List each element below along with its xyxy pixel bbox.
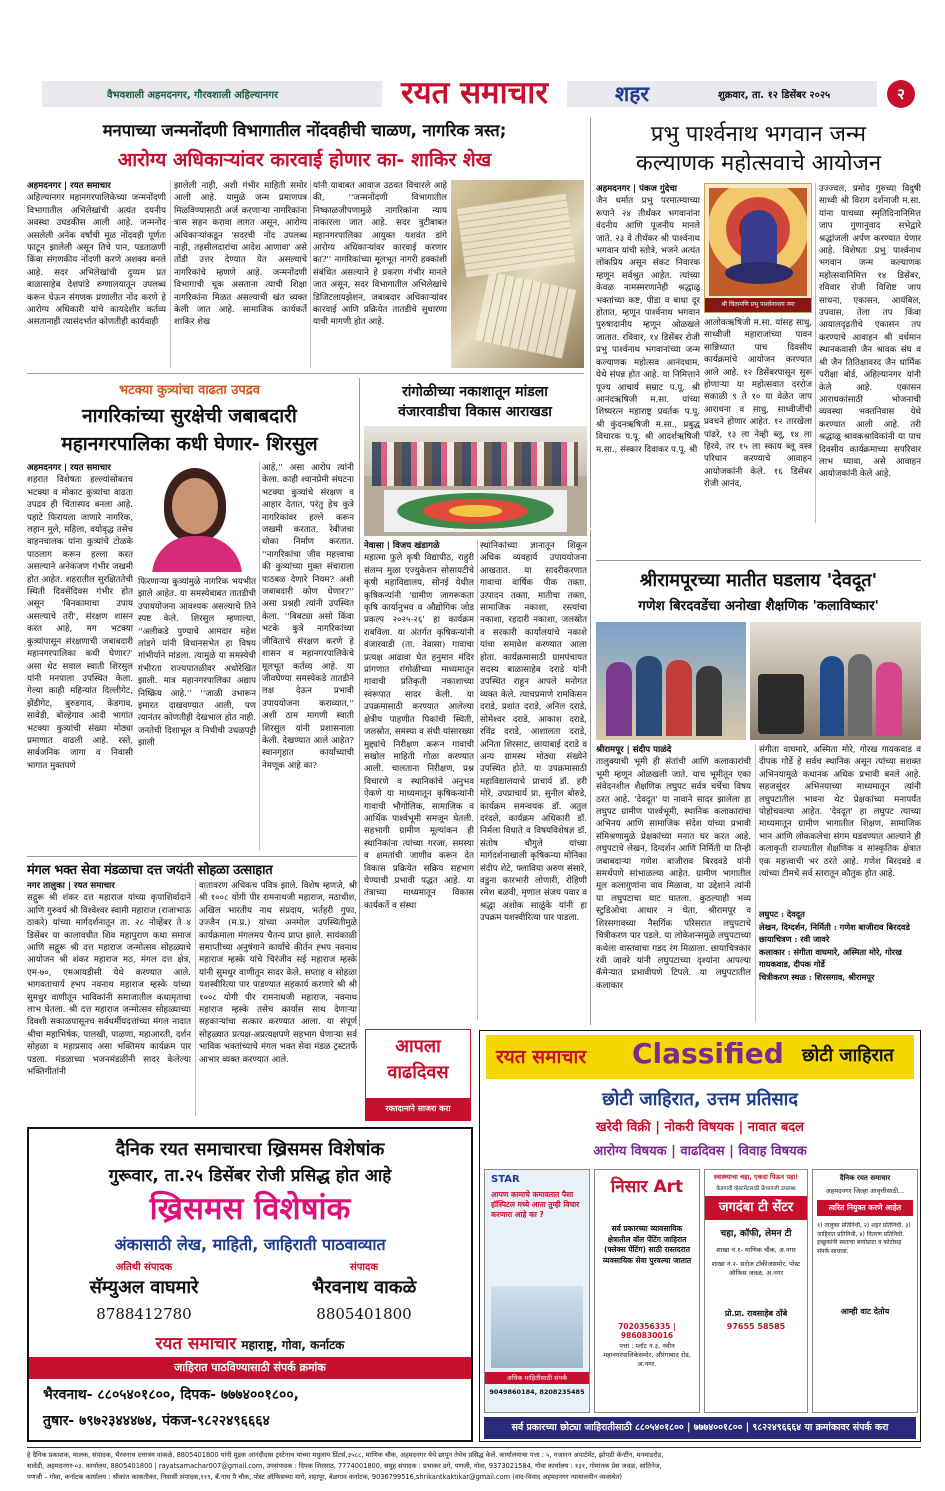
story2-col1 [596, 183, 700, 523]
xmas-title: ख्रिसमस विशेषांक [149, 1191, 351, 1227]
story2-headline2: कल्याणक महोत्सवाचे आयोजन [635, 151, 882, 176]
rangoli-group-photo [364, 426, 587, 536]
story3-col1 [27, 462, 133, 852]
xmas-brand-states: महाराष्ट्र, गोवा, कर्नाटक [241, 1338, 345, 1352]
category-buy-sell: खरेदी विक्री [595, 1120, 651, 1135]
ad4-tag: त्वरित नियुक्त करणे आहेत [817, 1200, 913, 1216]
story6-headline: मंगल भक्त सेवा मंडळाचा दत्त जयंती सोहळा उत्साहात [27, 863, 273, 878]
story6-col1 [27, 880, 191, 1118]
ad-recruitment [812, 1169, 918, 1413]
devdoot-cast-photo-1 [596, 622, 746, 740]
credit-line: चित्रीकरण स्थळ : शिरसगाव, श्रीरामपूर [759, 971, 875, 982]
story3-col3: आहे,'' असा आरोप त्यांनी केला. काही श्वानप्रेमी संघटना भटक्या कुत्र्यांचे संरक्षण व आहार देतात, परंतु हेच कुत्रे नागरिकांवर हल्ले करून जखमी करतात, रेबीजचा धोका निर्माण करतात. ''नागरिकांचा जीव महत्त्वाचा की कुत्र्यांच्या मुक्त संचाराला पाठबळ देणारे नियम? अशी जबाबदारी कोण घेणार?'' असा प्रश्नही त्यांनी उपस्थित केला. ''बिबट्या असो किंवा भटके कुत्रे नागरिकांच्या जीविताचे संरक्षण करणे हे शासन व महानगरपालिकेचे मूलभूत कर्तव्य आहे. या जीवघेण्या समस्येकडे तातडीने लक्ष देऊन प्रभावी उपाययोजना कराव्यात,'' अशी ठाम मागणी स्वाती शिरसुल यांनी प्रशासनाला केली. देखण्यात आले आहेत? स्वानगृहात कार्यांच्याची नेमणूक आहे का? [262, 463, 354, 771]
story4-headline1: रांगोळीच्या नकाशातून मांडला [402, 384, 548, 400]
page-number-badge [887, 80, 915, 108]
story2-col2: आलोकऋषिजी म.सा. यांसह साधु, साध्वीजी महाराजांच्या पावन सान्निध्यात पाच दिवसीय कार्यक्रमांचे आयोजन करण्यात आले आहे. १२ डिसेंबरपासून सुरू होणाऱ्या या महोत्सवात दररोज सकाळी ९ ते १० या वेळेत जाप आराधना व साधु, साध्वीजींची प्रवचने होणार आहेत. १२ तारखेला पांढरे, १३ ला नेव्ही ब्लू, १४ ला हिरवे, तर १५ ला स्काय ब्लू वस्त्र परिधान करण्याचे आवाहन आयोजकांनी केले. १६ डिसेंबर रोजी आनंद, [704, 318, 812, 490]
xmas-guest-label: अतिथी संपादक [115, 1262, 173, 1273]
ad-jagdamba-tea [704, 1169, 808, 1413]
xmas-guest-name: सॅम्युअल वाघमारे [89, 1277, 199, 1298]
ad4-body: १) तालुका प्रतिनिधी, २) शहर प्रतिनिधी, ३) जाहिरात प्रतिनिधी, ४) वितरण प्रतिनिधी. इच्छुकांनी स्वतःचा बायोडाटा व फोटोसह संपर्क साधावा. [817, 1222, 911, 1255]
classified-header [486, 1035, 914, 1079]
story4-col2: स्थानिकांच्या ज्ञानातून शिकून अधिक व्यवहार्य उपाययोजना आखतात. या सादरीकरणात गावाचा वार्षिक पीक तक्ता, उत्पादन तक्ता, मातीचा तक्ता, सामाजिक नकाशा, रस्त्यांचा नकाशा, रहदारी नकाशा, जलस्रोत व सरकारी कार्यालयांचे नकाशे यांचा समावेश करण्यात आला होता. कार्यक्रमासाठी ग्रामपंचायत सदस्य बाळासाहेब दराडे यांनी उपस्थित राहून आपले मनोगत व्यक्त केले. त्याचप्रमाणे रामकिसन दराडे, प्रशांत दराडे, अनिल दराडे, सोमेश्वर दराडे, आकाश दराडे, रविंद्र दराडे, आशालता दराडे, अनिता शिरसाट, छायाबाई दराडे व अन्य ग्रामस्थ मोठ्या संख्येने उपस्थित होते. या उपक्रमासाठी महाविद्यालयाचे प्राचार्य डॉ. हरी मोरे, उपप्राचार्य प्रा. सुनील बोरुडे, कार्यक्रम समन्वयक डॉ. अतुल दरंदले, कार्यक्रम अधिकारी डॉ. निर्मला विधाते व विषयविशेषज्ञ डॉ. संतोष चौगुले यांच्या मार्गदर्शनाखाली कृषिकन्या मोनिका संदीप शेटे, फ्लाविया अरुण संसारे, वडुना कारभारी लोणारी, रोहिणी रमेश बळवी, मृणाल संजय पवार व श्रद्धा अशोक साळुंके यांनी हा उपक्रम यशस्वीरित्या पार पाडला. [480, 541, 587, 924]
xmas-brand: रयत समाचार [155, 1334, 237, 1354]
header-bar [42, 73, 920, 115]
xmas-editor-phone: 8805401800 [316, 1305, 412, 1323]
story3-headline1: नागरिकांच्या सुरक्षेची जबाबदारी [82, 405, 297, 427]
idol-caption: श्री चिंतामणि प्रभु पार्श्वनाथाय नमः [705, 298, 811, 312]
ad4-line1: दैनिक रयत समाचार [839, 1174, 891, 1182]
ad4-line2: अहमदनगर जिल्हा आवृत्तीसाठी... [825, 1187, 905, 1195]
ad3-addr2: शाखा नं.२- सरोज टॉकीजसमोर, पोस्ट ऑफिस जवळ, अ.नगर [711, 1260, 801, 1277]
story5-credits [759, 908, 921, 983]
ad1-foot: अधिक माहितीसाठी संपर्क [485, 1372, 589, 1384]
ad3-sub: केडगावी व्हेस्टमेंटसाठी फ्रेंचायजी उपलब्ध [716, 1186, 796, 1192]
ad3-top: स्वास्थ्याचा चहा, एकदा पिऊन पहा! [713, 1173, 799, 1181]
ad3-phone: 97655 58585 [726, 1322, 786, 1331]
birthday-line2: वाढदिवस [387, 1062, 449, 1083]
category-health: आरोग्य विषयक [593, 1144, 667, 1159]
credit-line: लघुपट : देवदूत [759, 909, 805, 919]
ad2-text: सर्व प्रकारच्या व्यावसायिक क्षेत्रातील वॉल पेंटिंग जाहिरात (फ्लेक्स पेंटिंग) साठी रास्तदरात व्यवसायिक सेवा पुरवल्या जातात [602, 1224, 692, 1265]
story1-col2: झालेली नाही, अशी गंभीर माहिती समोर आली आहे. यामुळे जन्म प्रमाणपत्र मिळविण्यासाठी अर्ज करणाऱ्या नागरिकांना त्रास सहन करावा लागत असून, आरोग्य अधिकाऱ्यांकडून 'सदरची नोंद उपलब्ध नाही, तहसीलदारांचा आदेश आणावा' असे तोंडी उत्तर देण्यात येत असल्याचे नागरिकांचे म्हणणे आहे. जन्मनोंदणी विभागाची चूक असताना त्याची शिक्षा नागरिकांना मिळत असल्याची खंत व्यक्त केली जात आहे. सामाजिक कार्यकर्ते शाकिर शेख [174, 181, 307, 328]
story2-col1-text: जैन धर्मात प्रभु परमात्म्याच्या रूपाने २४ तीर्थंकर भगवानांना वंदनीय आणि पूजनीय मानले जाते. २३ वे तीर्थंकर श्री पार्श्वनाथ भगवान यांची स्तोत्रे, भजने अत्यंत लोकप्रिय असून संकट निवारक म्हणून सर्वश्रुत आहेत. त्यांच्या केवळ नामस्मरणानेही श्रद्धाळू भक्तांच्या कष्ट, पीडा व बाधा दूर होतात, म्हणून पार्श्वनाथ भगवान पुरुषादानीय म्हणून ओळखले जातात. रविवार, १४ डिसेंबर रोजी प्रभु पार्श्वनाथ भगवानांच्या जन्म कल्याणक महोत्सव आनंदधाम, येथे संपन्न होत आहे. या निमित्ताने पूज्य आचार्य सम्राट प.पू. श्री आनंदऋषिजी म.सा. यांच्या शिष्यरत्न महाराष्ट्र प्रवर्तक प.पू. श्री कुंदनऋषिजी म.सा., प्रबुद्ध विचारक प.पू. श्री आदर्शऋषिजी म.सा., संस्कार दिवाकर प.पू. श्री [596, 196, 700, 455]
category-birthday: वाढदिवस [680, 1144, 725, 1159]
category-marriage: विवाह विषयक [738, 1144, 807, 1159]
story5-headline2: गणेश बिरदवडेंचा अनोखा शैक्षणिक 'कलाविष्कार' [638, 598, 879, 614]
classified-section: रयत समाचार Classified छोटी जाहिरात छोटी जाहिरात, उत्तम प्रतिसाद खरेदी विक्री | नोकरी विषयक | नावात बदल आरोग्य विषयक | वाढदिवस | विवाह विषयक STAR आपण कामाचे कमावतात पैसा हॉस्पिटल मध्ये आता तुम्ही विचार करणारा आहे का ? अधिक माहितीसाठी संपर्क 9049860184, 8208235485 निसार Art सर्व प्रकारच्या व्यावसायिक क्षेत्रातील वॉल पेंटिंग जाहिरात (फ्लेक्स पेंटिंग) साठी रास्तदरात व्यवसायिक सेवा पुरवल्या जातात 7020356335 | 9860830016 पत्ता : प्लॉट नं.३, नवीन महानगरपालिकेसमोर, औरंगाबाद रोड, अ.नगर. स्वास्थ्याचा चहा, एकदा पिऊन पहा! केडगावी व्हेस्टमेंटसाठी फ्रेंचायजी उपलब्ध जगदंबा टी सेंटर चहा, कॉफी, लेमन टी शाखा नं.१- माणिक चौक, अ.नगर शाखा नं.२- सरोज टॉकीजसमोर, पोस्ट ऑफिस जवळ, अ.नगर प्रो.प्रा. रावसाहेब ठोंबे 97655 58585 दैनिक रयत समाचार अहमदनगर जिल्हा आवृत्तीसाठी... त्वरित नियुक्त करणे आहेत १) तालुका प्रतिनिधी, २) शहर प्रतिनिधी, ३) जाहिरात प्रतिनिधी, ४) वितरण प्रतिनिधी. इच्छुकांनी स्वतःचा बायोडाटा व फोटोसह संपर्क साधावा. आम्ही वाट देतोय सर्व प्रकारच्या छोट्या जाहिरातीसाठी ८८०५४०१८०० | ७७७४००१८०० | ९८२२४९६६६४ या क्रमांकावर संपर्क करा [479, 1030, 921, 1442]
story1-col1-text: अहिल्यानगर महानगरपालिकेच्या जन्मनोंदणी विभागातील अभिलेखांची अत्यंत दयनीय अवस्था उघडकीस आली आहे. जन्मनोंद असलेली अनेक वर्षांची मूळ नोंदवही पूर्णतः फाटून झालेली असून तिचे पान, पडताळणी किंवा संगणकीय नोंदणी करणे अशक्य बनले आहे. सदर अभिलेखांची दुय्यम प्रत बाळासाहेब देशपांडे रुग्णालयातून उपलब्ध करून घेऊन संगणक प्रणालीत नोंद करणे हे आरोग्य अधिकारी यांचे कायदेशीर कर्तव्य असतानाही त्यासंदर्भात कोणतीही कार्यवाही [27, 193, 166, 328]
ad3-addr1: शाखा नं.१- माणिक चौक, अ.नगर [716, 1246, 796, 1254]
masthead: रयत समाचार [400, 75, 549, 111]
ad-star-hospital [484, 1169, 590, 1413]
classified-title: Classified [632, 1037, 784, 1070]
story6-col2: वातावरण अधिकच पवित्र झाले. विशेष म्हणजे, श्री श्री १००८ योगी पीर रामनाथजी महाराज, मठाधीश, अखिल भारतीय नाथ संप्रदाय, भर्तहरी गुफा, उज्जैन (म.प्र.) यांच्या अनमोल उपस्थितीमुळे कार्यक्रमाला मंगलमय चैतन्य प्राप्त झाले. सायंकाळी समाप्तीच्या अनुषंगाने कार्यांचे कीर्तन ह्भप नवनाथ महाराज म्हस्के यांचे चिरंजीव सई महाराज म्हस्के यांनी सुमधुर वाणीतून सादर केले. सप्ताह व सोहळा यशस्वीरित्या पार पाडण्यात सहकार्य करणारे श्री श्री १००८ योगी पीर रामनाथजी महाराज, नवनाथ महाराज म्हस्के तसेच कार्यास साथ देणाऱ्या सहकाऱ्यांचा सत्कार करण्यात आला. या संपूर्ण सोहळ्यात प्रत्यक्ष-अप्रत्यक्षपणे सहभाग घेणाऱ्या सर्व भाविक भक्तांच्याचे मंगल भक्त सेवा मंडळ ट्रस्टतर्फे आभार व्यक्त करण्यात आले. [199, 881, 357, 1065]
story4-headline2: वंजारवाडीचा विकास आराखडा [398, 404, 552, 420]
classified-title2: छोटी जाहिरात [802, 1045, 894, 1066]
story6-col1-text: सद्गुरू श्री शंकर दत्त महाराज यांच्या कृपाशिर्वादाने आणि गुरुवर्य श्री विश्वेश्वर स्वामी महाराज (राजाभाऊ ठाकरे) यांच्या मार्गदर्शनातून ता. २८ नोव्हेंबर ते ४ डिसेंबर या कालावधीत शिव महापुराण कथा समाज आणि सद्गुरू श्री दत्त महाराज जन्मोत्सव सोहळ्याचे आयोजन श्री शंकर महाराज मठ, मंगल दत्त क्षेत्र, एम-७०, एमआयडीसी येथे करण्यात आले. भागवताचार्य ह्भप नवनाथ महाराज म्हस्के यांच्या सुमधुर वाणीतून भाविकांनी समाजातील कथामृताचा लाभ घेतला. श्री दत्त महाराज जन्मोत्सव सोहळ्याच्या दिवशी सकाळपासूनच सर्वधर्मीयदत्तांच्या मंगल नादात श्रीचा महाभिषेक, पालखी, पाळणा, महाआरती, दर्शन सोहळा व महाप्रसाद असा भक्तिमय कार्यक्रम पार पडला. मंडळाच्या भजनमंडळींनी सादर केलेल्या भक्तिगीतांनी [27, 893, 191, 1078]
xmas-line1: दैनिक रयत समाचारचा ख्रिसमस विशेषांक [115, 1139, 385, 1160]
page-number: २ [897, 85, 905, 103]
devdoot-cast-photo-2 [750, 622, 921, 740]
story2-headline1: प्रभु पार्श्वनाथ भगवान जन्म [650, 122, 867, 147]
story5-byline: श्रीरामपूर | संदीप पाळंदे [596, 745, 672, 755]
story5-col1-text: तालुक्याची भूमी ही संतांची आणि कलाकारांची भूमी म्हणून ओळखली जाते. याच भूमीतून एका संवेदनशील शैक्षणिक लघुपट सर्वत्र चर्चेचा विषय ठरत आहे. 'देवदूत' या नावाने सादर झालेला हा लघुपट ग्रामीण पार्श्वभूमी, स्थानिक कलाकारांचा अभिनय आणि सामाजिक संदेश यांच्या प्रभावी संमिश्रणामुळे प्रेक्षकांच्या मनात घर करत आहे. लघुपटाचे लेखन, दिग्दर्शन आणि निर्मिती या तिन्ही जबाबदाऱ्या गणेश बाजीराव बिरदवडे यांनी समर्थपणे सांभाळल्या आहेत. ग्रामीण भागातील मूल कलागुणांना वाव मिळावा, या उद्देशाने त्यांनी या लघुपटाचा घाट घातला. कुठल्याही भव्य स्टुडिओचा आधार न घेता, श्रीरामपूर व शिरसगावच्या नैसर्गिक परिसरात लघुपटाचे चित्रीकरण पार पडले. या लोकेशन्समुळे लघुपटाच्या कथेला वास्तवाचा गडद रंग मिळाला. छायाचित्रकार रवी जावरे यांनी लघुपटाच्या दृश्यांना आपल्या कॅमेऱ्यात प्रभावीपणे टिपले. या लघुपटातील कलाकार [596, 757, 751, 991]
xmas-subtitle: अंकासाठी लेख, माहिती, जाहिराती पाठवाव्यात [114, 1235, 386, 1254]
ad2-brand: निसार Art [610, 1177, 684, 1197]
story6-byline: नगर तालुका | रयत समाचार [27, 881, 115, 891]
story2-col3: उज्ज्वल, प्रमोद गुरुच्या विदुषी साध्वी श्री विराग दर्शनाजी म.सा. यांना पाचव्या स्मृतिदिनानिमित्त जाप गुणानुवाद सभेद्वारे श्रद्धांजली अर्पण करण्यात येणार आहे. विशेषतः प्रभु पार्श्वनाथ भगवान जन्म कल्याणक महोत्सवानिमित्त १४ डिसेंबर, रविवार रोजी विशिष्ट जाप साधना, एकासन, आयंबिल, उपवास, तेला तप किंवा आयालदृढ़तीचे एकासन तप करण्याचे आवाहन श्री वर्धमान स्थानकवासी जैन श्रावक संघ व श्री जैन तितिक्षावरद जैन धार्मिक परीक्षा बोर्ड, अहिल्यानगर यांनी केले आहे. एकासन आराधकांसाठी भोजनाची व्यवस्था भक्तनिवास येथे करण्यात आली आहे. तरी श्रद्धाळू श्रावकश्राविकांनी या पाच दिवसीय कार्यक्रमाच्या सपरिवार लाभ घ्यावा, असे आवाहन आयोजकांनी केले आहे. [819, 184, 921, 480]
parshwanath-idol-image [704, 183, 812, 313]
classified-bottom-bar: सर्व प्रकारच्या छोट्या जाहिरातीसाठी ८८०५४०१८०० | ७७७४००१८०० | ९८२२४९६६६४ या क्रमांकावर संपर्क करा [484, 1417, 916, 1439]
ad-nisar-art [594, 1169, 700, 1413]
imprint-line1: हे दैनिक प्रकाशक, मालक, संपादक, भैरवनाथ दत्तात्रय वाकळे, 8805401800 यांनी मुद्रक आनंदीदास ट्रस्टेनाथ यांच्या मधुलाय प्रिंटर्स,३५८८, माणिक चौक, अहमदनगर येथे छापून तेथेच प्रसिद्ध केले. कार्यालयाचा पत्ता : ५, गजानन अपार्टमेंट, झोपडी कॅन्टीन, मनमाडरोड, [27, 1451, 664, 1459]
xmas-guest-phone: 8788412780 [96, 1305, 192, 1323]
story3-col1-text: शहरात विशेषतः हल्ल्यांसोबतच भटक्या व मोकाट कुत्र्यांचा वाढता उपद्रव ही चिंतास्पद बनला आहे. पहाटे फिरायला जाणारे नागरिक, लहान मुले, महिला, वयोवृद्ध तसेच वाहनचालक यांना कुत्र्यांचे टोळके पाठलाग करून हल्ला करत असल्याने अनेकजण गंभीर जखमी होत आहेत. शहरातील सुरक्षिततेची स्थिती दिवसेंदिवस गंभीर होत असून 'बिनकामाचा उपाय असल्याचे तरी', संरक्षण शासन करत आहे, मग भटक्या कुत्र्यांपासून संरक्षणाची जबाबदारी महानगरपालिका कधी घेणार?' असा थेट सवाल स्वाती शिरसुल यांनी मनपाला उपस्थित केला. गेल्या काही महिन्यांत दिल्लीगेट, झेंडीगेट, बुरुडगाव, केडगाव, सावेडी, बोल्हेगाव आदी भागांत भटक्या कुत्र्यांची संख्या मोठ्या प्रमाणात वाढली आहे. रस्ते, सार्वजनिक जागा व निवासी भागात मुक्तपणे [27, 475, 133, 771]
ad2-address: पत्ता : प्लॉट नं.३, नवीन महानगरपालिकेसमोर, औरंगाबाद रोड, अ.नगर. [603, 1342, 691, 1368]
xmas-editor-label: संपादक [349, 1262, 379, 1273]
category-jobs: नोकरी विषयक [664, 1120, 734, 1135]
birthday-box [365, 1029, 471, 1121]
story1-headline1: मनपाच्या जन्मनोंदणी विभागातील नोंदवहीची चाळण, नागरिक त्रस्त; [102, 121, 507, 140]
story5-col1 [596, 744, 751, 1024]
section-title: शहर [615, 82, 650, 106]
ad1-text: आपण कामाचे कमावतात पैसा हॉस्पिटल मध्ये आता तुम्ही विचार करणारा आहे का ? [491, 1190, 580, 1219]
ad3-title: जगदंबा टी सेंटर [705, 1196, 807, 1220]
xmas-contacts1: भैरवनाथ- ८८०५४०१८००, दिपक- ७७७४००१८००, [43, 1387, 299, 1403]
classified-brand: रयत समाचार [496, 1046, 587, 1068]
credit-line: लेखन, दिग्दर्शन, निर्मिती : गणेश बाजीराव बिरदवडे [759, 921, 910, 932]
ad2-phone: 7020356335 | 9860830016 [618, 1322, 676, 1340]
xmas-contacts2: तुषार- ७९७२३४४४७४, पंकज-९८२२४९६६६४ [43, 1413, 270, 1429]
imprint-line3: पणजी – गोवा, कर्नाटक कार्यालय : श्रीकांत काकतीकर, निवासी संपादक,११९, बँ.नाथ पै चौक, पोस्ट ऑफिसच्या मागे, शहापूर, बेळगाव कर्नाटक, 9036799516,shrikantkaktikar@gmail.com (वाद-विवाद अहमदनगर न्यायालयीन व्यवस्थेत) [27, 1473, 623, 1481]
story4-byline: नेवासा | विजय खंडागळे [364, 541, 440, 551]
category-name-change: नावात बदल [747, 1120, 804, 1135]
swati-shirsul-portrait [138, 462, 256, 572]
story5-headline1: श्रीरामपूरच्या मातीत घडलाय 'देवदूत' [639, 570, 878, 591]
xmas-line2: गुरूवार, ता.२५ डिसेंबर रोजी प्रसिद्ध होत आहे [108, 1166, 392, 1186]
story1-col3: यांनी याबाबत आवाज उठवत विचारले आहे की, ''जन्मनोंदणी विभागातील निष्काळजीपणामुळे नागरिकांना न्याय नाकारला जात आहे. सदर त्रुटीबाबत महानगरपालिका आयुक्त यशवंत डांगे आरोग्य अधिकाऱ्यांवर कारवाई करणार का?'' नागरिकांच्या मूलभूत नागरी हक्कांशी संबंधित असल्याने हे प्रकरण गंभीर मानले जात असून, सदर विभागातील अभिलेखांचे डिजिटलायझेशन, जबाबदार अधिकाऱ्यांवर कारवाई आणि प्रक्रियेत तातडीचे सुधारणा याची मागणी होत आहे. [313, 181, 447, 328]
story1-headline2: आरोग्य अधिकाऱ्यांवर कारवाई होणार का- शाकिर शेख [117, 149, 492, 171]
ad1-brand: STAR [491, 1174, 520, 1185]
story3-col2: फिरणाऱ्या कुत्र्यांमुळे नागरिक भयभीत झाले आहेत. या समस्येबाबत तातडीची उपाययोजना आवश्यक असल्याचे तिने स्पष्ट केले. शिरसुल म्हणाल्या, ''अलीकडे पुण्याचे आमदार महेश लांडगे यांनी विधानसभेत हा विषय गांभीर्याने मांडला. त्यामुळे या समस्येची गंभीरता राज्यपातळीवर अधोरेखित झाली. मात्र महानगरपालिका अद्याप निष्क्रिय आहे.'' ''जाळी उभारून इमारत दाखवण्यात आली, पण त्यानंतर कोणतीही देखभाल होत नाही. जनतेची दिशाभूल व निधीची उधळपट्टी झाली [138, 577, 256, 749]
header-tagline: वैभवशाली अहमदनगर, गौरवशाली अहिल्यानगर [107, 90, 279, 101]
birthday-line3: रक्तदानाने साजरा करा [366, 1098, 470, 1120]
story3-kicker: भटक्या कुत्र्यांचा वाढता उपद्रव [119, 383, 260, 398]
story1-col1 [27, 180, 166, 370]
issue-date: शुक्रवार, ता. १२ डिसेंबर २०२५ [718, 90, 831, 101]
birthday-line1: आपला [395, 1036, 441, 1057]
credit-line: छायाचित्रण : रवी जावरे [759, 934, 830, 944]
classified-banner: छोटी जाहिरात, उत्तम प्रतिसाद [602, 1089, 798, 1110]
story2-byline: अहमदनगर | पंकज गुंदेचा [596, 184, 677, 194]
christmas-ad [27, 1127, 473, 1442]
story3-byline: अहमदनगर | रयत समाचार [27, 463, 111, 473]
story4-col1-text: महात्मा फुले कृषी विद्यापीठ, राहुरी संलग्न मुळा एज्युकेशन सोसायटीचे कृषी महाविद्यालय, सोनई येथील कृषिकन्यांनी 'ग्रामीण जागरूकता कृषि कार्यानुभव व औद्योगिक जोड प्रकल्प २०२५-२६' हा कार्यक्रम राबविला. या अंतर्गत कृषिकन्यांनी वंजारवाडी (ता. नेवासा) गावाचा प्रत्यक्ष आढावा घेत हनुमान मंदिर प्रांगणात रांगोळीच्या माध्यमातून गावाची प्रतिकृती नकाशाच्या स्वरूपात सादर केली. या उपक्रमासाठी करण्यात आलेल्या क्षेत्रीय पाहणीत पिकांची स्थिती, जलस्रोत, समस्या व संधी यांसारख्या मुद्द्यांचे निरीक्षण करून गावाची सखोल माहिती गोळा करण्यात आली. चालताना निरीक्षण, प्रश्न विचारणे व स्थानिकांचे अनुभव ऐकणे या माध्यमातून कृषिकन्यांनी गावाची भौगोलिक, सामाजिक व आर्थिक पार्श्वभूमी समजून घेतली. सहभागी ग्रामीण मूल्यांकन ही स्थानिकांना त्यांच्या गरजा, समस्या व क्षमतांची जाणीव करून देत विकास प्रक्रियेत सक्रिय सहभाग घेण्याची प्रभावी पद्धत आहे. या तंत्राच्या माध्यमातून विकास कार्यकर्ते व संस्था [364, 553, 474, 911]
ad1-phone: 9049860184, 8208235485 [489, 1388, 585, 1396]
ad4-contact: आम्ही वाट देतोय [840, 1307, 890, 1316]
story5-col2: संगीता वाघमारे, अस्मिता मोरे, गोरख गायकवाड व दीपक गोर्डे हे सर्वच स्थानिक असून त्यांच्या सशक्त अभिनयामुळे कथानक अधिक प्रभावी बनले आहे. सहजसुंदर अभिनयाच्या माध्यमातून त्यांनी लघुपटातील भावना थेट प्रेक्षकांच्या मनापर्यंत पोहोचवल्या आहेत. 'देवदूत' हा लघुपट त्याच्या माध्यमातून ग्रामीण भागातील शिक्षण, सामाजिक भान आणि लोककलेचा संगम घडवण्यात आल्याने ही कलाकृती राज्यातील शैक्षणिक व सांस्कृतिक क्षेत्रात एक महत्त्वाची भर ठरते आहे. गणेश बिरदवडे व त्यांच्या टीमचे सर्व स्तरातून कौतुक होत आहे. [759, 745, 921, 880]
credit-line: कलाकार : संगीता वाघमारे, अस्मिता मोरे, गोरख गायकवाड, दीपक गोर्डे [759, 946, 902, 969]
register-book-photo [451, 180, 584, 368]
ad1-image [491, 1286, 583, 1368]
story3-headline2: महानगरपालिका कधी घेणार- शिरसुल [61, 433, 318, 455]
xmas-editor-name: भैरवनाथ वाकळे [311, 1277, 417, 1298]
ad3-items: चहा, कॉफी, लेमन टी [720, 1229, 792, 1239]
story4-col1 [364, 540, 474, 1022]
xmas-contact-bar: जाहिरात पाठविण्यासाठी संपर्क क्रमांक [29, 1357, 471, 1379]
imprint-line2: सावेडी, अहमदनगर-०३. कार्यालय, 8805401800 | rayatsamachar007@gmail.com, उपसंपादक : दिपक शिरसाठ, 7774001800, समूह संपादक : प्रभाकर ढगे, पणजी, गोवा, 9373021584, गोवा कार्यालय : १३१, गोमांतक प्रेस जवळ, सांतिनेज, [27, 1462, 662, 1470]
story1-byline: अहमदनगर | रयत समाचार [27, 181, 111, 191]
ad3-owner: प्रो.प्रा. रावसाहेब ठोंबे [724, 1309, 788, 1318]
